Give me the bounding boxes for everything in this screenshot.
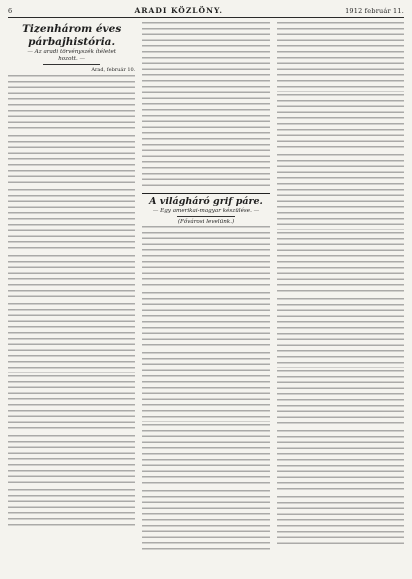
paper-name: ARADI KÖZLÖNY. — [134, 6, 223, 15]
article-2-body-3 — [142, 352, 269, 422]
article-1-body-6 — [8, 375, 135, 433]
article-1-body-8 — [8, 489, 135, 529]
column-1 — [8, 22, 135, 574]
article-2-continued-5 — [277, 298, 404, 368]
column-2 — [142, 22, 269, 574]
article-1-body-3 — [8, 189, 135, 253]
article-1-subhead-2: hozott. — — [58, 56, 86, 63]
article-2-body-4 — [142, 424, 269, 488]
article-2-continued-7 — [277, 430, 404, 494]
article-2-continued-2 — [277, 94, 404, 152]
article-2-continued-4 — [277, 232, 404, 296]
divider — [177, 216, 234, 217]
article-2-continued-6 — [277, 370, 404, 428]
section-divider — [142, 193, 269, 194]
article-2-continued-8 — [277, 496, 404, 548]
article-1-body-1 — [8, 75, 135, 133]
article-2-dateline: (Fővárosi levelünk.) — [177, 218, 235, 225]
masthead — [8, 6, 404, 18]
article-2-subhead: — Egy amerikai-magyar készülése. — — [152, 207, 260, 214]
article-2-headline: A világháró grif páre. — [149, 196, 263, 207]
article-2-body-2 — [142, 292, 269, 350]
article-2-continued-1 — [277, 22, 404, 92]
article-1-body-5 — [8, 303, 135, 373]
page-number: 6 — [8, 7, 13, 15]
column-3 — [277, 22, 404, 574]
article-1-continued — [142, 22, 269, 190]
article-1-dateline: Arad, február 10. — [91, 67, 136, 74]
article-1-subhead-1: — Az aradi törvényszék ítéletet — [27, 49, 117, 56]
article-1-headline-1: Tizenhárom éves — [22, 23, 122, 35]
article-1-headline-2: párbajhistória. — [28, 36, 116, 49]
article-1-body-4 — [8, 255, 135, 301]
article-2-body-1 — [142, 226, 269, 290]
divider — [43, 64, 100, 65]
article-2-continued-3 — [277, 154, 404, 230]
columns — [8, 22, 404, 574]
article-2-body-5 — [142, 490, 269, 550]
article-1-body-7 — [8, 435, 135, 487]
issue-date: 1912 február 11. — [345, 7, 404, 15]
article-1-body-2 — [8, 135, 135, 187]
